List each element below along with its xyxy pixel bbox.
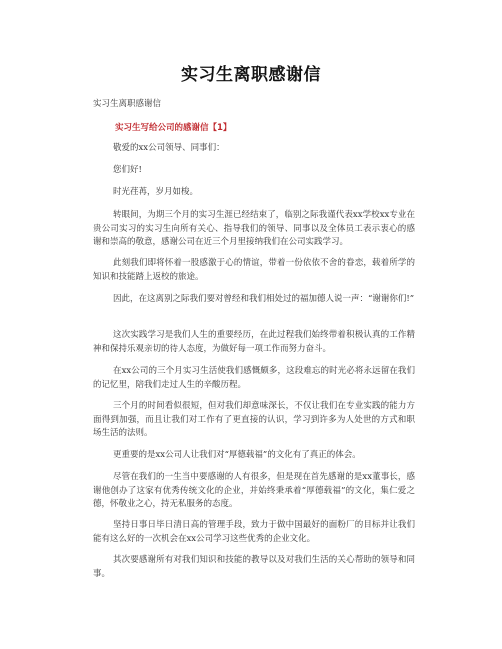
paragraph: 三个月的时间看似很短，但对我们却意味深长，不仅让我们在专业实践的能力方面得到加强，而且让我们对工作有了更直接的认识，学习到许多为人处世的方式和职场生活的法则。 <box>93 401 415 438</box>
paragraph: 这次实践学习是我们人生的重要经历，在此过程我们始终带着积极认真的工作精神和保持乐观亲切的待人态度，为做好每一项工作而努力奋斗。 <box>93 330 415 354</box>
paragraph: 坚持日事日毕日清日高的管理手段，致力于做中国最好的面粉厂的目标并让我们能有这么好的一次机会在xx公司学习这些优秀的企业文化。 <box>93 520 415 544</box>
paragraph: 更重要的是xx公司人让我们对“厚德载福”的文化有了真正的体会。 <box>113 450 361 460</box>
paragraph-salutation: 敬爱的xx公司领导、同事们： <box>113 143 225 153</box>
paragraph: 转眼间，为期三个月的实习生涯已经结束了，临别之际我谨代表xx学校xx专业在贵公司实习的实习生向所有关心、指导我们的领导、同事以及全体员工表示衷心的感谢和崇高的敬意，感谢公司在近三个月里接纳我们在公司实践学习。 <box>93 210 415 247</box>
paragraph: 其次要感谢所有对我们知识和技能的教导以及对我们生活的关心帮助的领导和同事。 <box>93 555 415 579</box>
document-title: 实习生离职感谢信 <box>181 65 321 85</box>
document-subtitle: 实习生离职感谢信 <box>93 99 162 109</box>
paragraph-greeting: 您们好! <box>113 165 142 175</box>
paragraph: 尽管在我们的一生当中要感谢的人有很多，但是现在首先感谢的是xx董事长，感谢他创办了这家有优秀传统文化的企业，并始终秉承着“厚德载福”的文化，集仁爱之德，怀敬业之心，持无私服务的态度。 <box>93 472 415 509</box>
paragraph: 时光荏苒，岁月如梭。 <box>113 187 199 197</box>
paragraph: 此刻我们即将怀着一股感激于心的情谊，带着一份依依不舍的眷恋，载着所学的知识和技能踏上返校的旅途。 <box>93 258 415 282</box>
paragraph: 在xx公司的三个月实习生活使我们感慨颇多，这段难忘的时光必将永远留在我们的记忆里，陪我们走过人生的辛酸历程。 <box>93 366 415 390</box>
paragraph: 因此，在这离别之际我们要对曾经和我们相处过的福加德人说一声：“谢谢你们!” <box>113 294 415 304</box>
section-heading: 实习生写给公司的感谢信【1】 <box>115 123 232 133</box>
